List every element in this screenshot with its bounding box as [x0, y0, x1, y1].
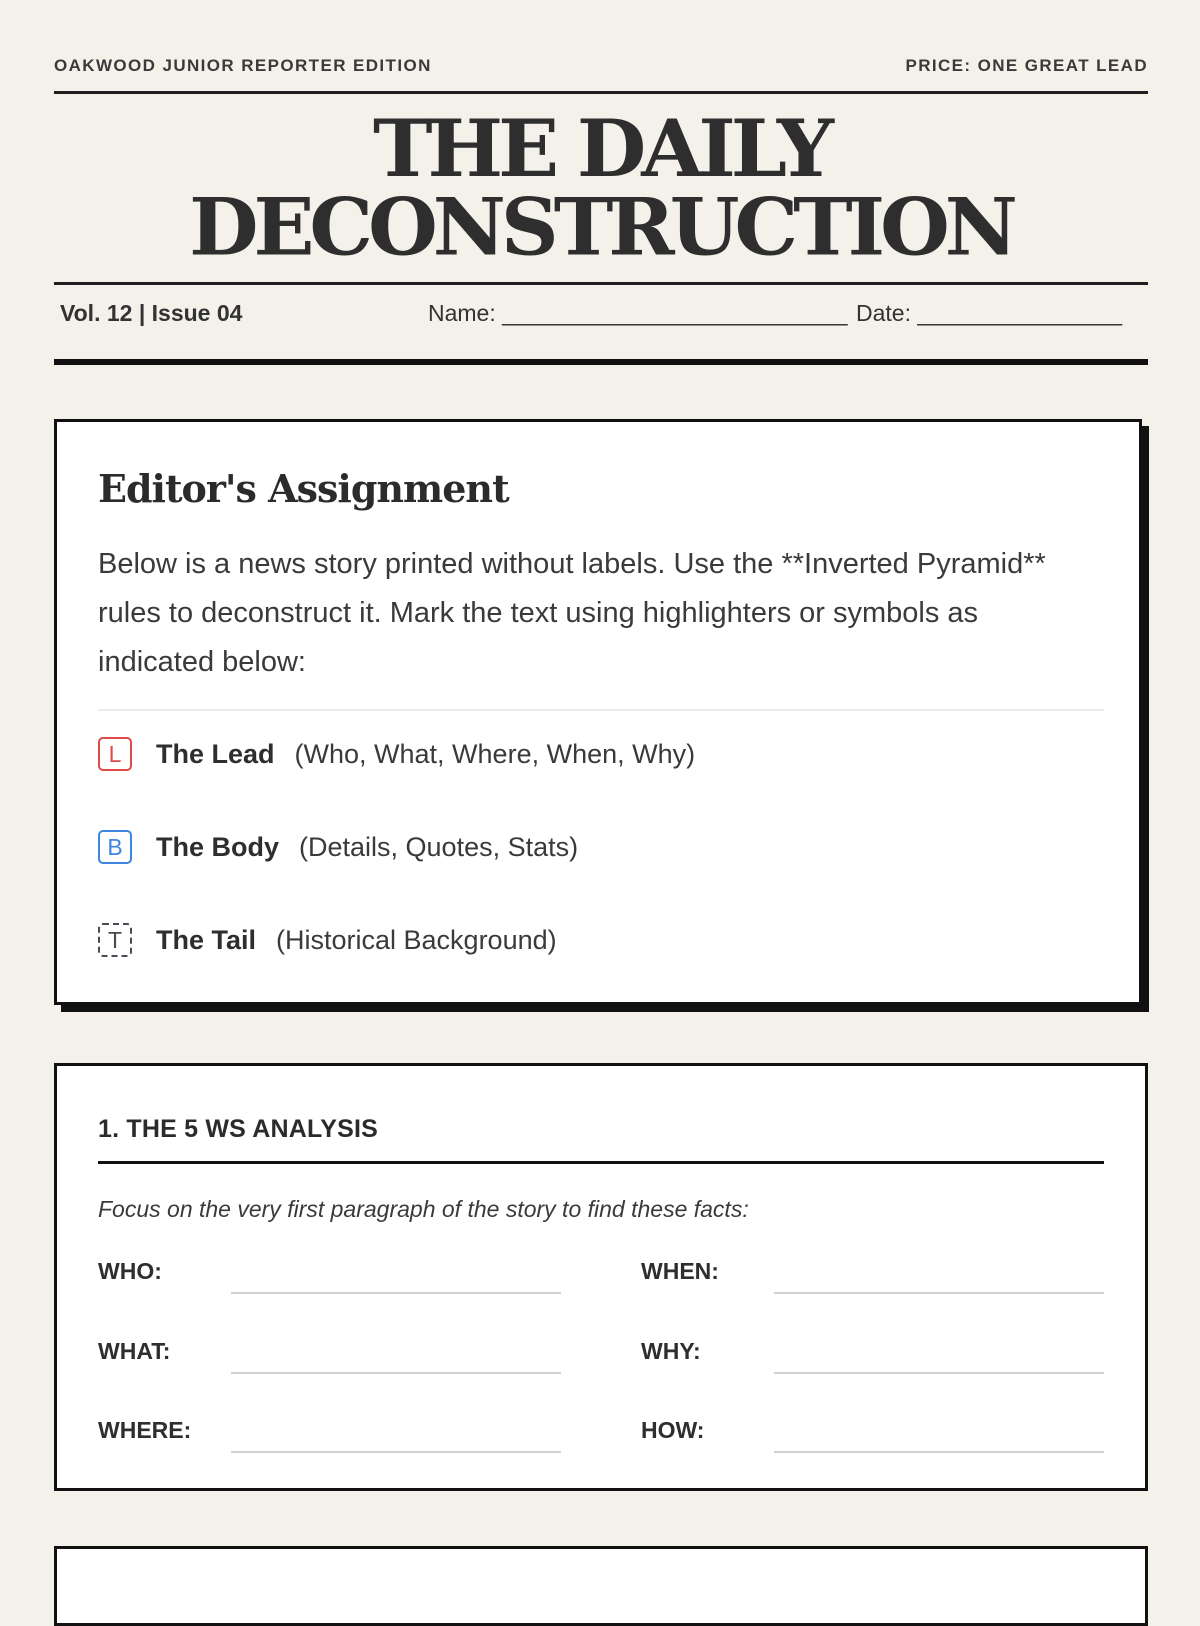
top-divider [54, 91, 1148, 94]
date-field[interactable]: Date: ________________ [856, 300, 1123, 326]
lead-marker-icon: L [98, 737, 132, 771]
how-field[interactable] [641, 1413, 1103, 1453]
answer-line[interactable] [231, 1372, 561, 1374]
assignment-title: Editor's Assignment [98, 466, 509, 511]
legend-description: (Details, Quotes, Stats) [299, 831, 579, 862]
legend-label: The Body [156, 831, 280, 862]
what-field[interactable] [98, 1334, 560, 1374]
answer-line[interactable] [774, 1292, 1104, 1294]
why-field[interactable] [641, 1334, 1103, 1374]
field-label: WHEN: [641, 1258, 719, 1284]
title-line-1: THE DAILY [372, 102, 830, 195]
legend-label: The Lead [156, 738, 275, 769]
answer-line[interactable] [774, 1372, 1104, 1374]
volume-issue: Vol. 12 | Issue 04 [60, 300, 243, 326]
who-field[interactable] [98, 1254, 560, 1294]
answer-line[interactable] [231, 1292, 561, 1294]
editors-assignment-box [54, 419, 1142, 1005]
newspaper-title [54, 102, 1148, 274]
next-section-box [54, 1546, 1148, 1626]
field-label: WHAT: [98, 1338, 171, 1364]
answer-line[interactable] [231, 1451, 561, 1453]
five-ws-analysis-box [54, 1063, 1148, 1491]
masthead-topbar [54, 56, 1148, 76]
title-line-2: DECONSTRUCTION [189, 181, 1013, 274]
field-label: WHY: [641, 1338, 701, 1364]
field-label: WHO: [98, 1258, 162, 1284]
legend-item-body [98, 827, 578, 867]
tail-marker-icon: T [98, 923, 132, 957]
legend-item-lead [98, 734, 695, 774]
field-label: HOW: [641, 1417, 705, 1443]
assignment-instructions: Below is a news story printed without labels. Use the **Inverted Pyramid** rules to deconstruct it. Mark the text using highlighters or symbols as indicated below: [98, 548, 1046, 678]
analysis-heading-rule [98, 1161, 1104, 1164]
legend-label: The Tail [156, 924, 257, 955]
masthead-divider [54, 282, 1148, 285]
legend-description: (Who, What, Where, When, Why) [294, 738, 696, 769]
answer-line[interactable] [774, 1451, 1104, 1453]
assignment-separator [98, 709, 1104, 711]
analysis-instructions: Focus on the very first paragraph of the story to find these facts: [98, 1196, 749, 1222]
where-field[interactable] [98, 1413, 560, 1453]
when-field[interactable] [641, 1254, 1103, 1294]
edition-label: OAKWOOD JUNIOR REPORTER EDITION [54, 56, 432, 75]
legend-description: (Historical Background) [276, 924, 557, 955]
field-label: WHERE: [98, 1417, 192, 1443]
price-label: PRICE: ONE GREAT LEAD [905, 56, 1148, 75]
legend-item-tail [98, 920, 557, 960]
analysis-heading: 1. THE 5 WS ANALYSIS [98, 1115, 378, 1143]
body-marker-icon: B [98, 830, 132, 864]
thick-divider [54, 359, 1148, 365]
name-field[interactable]: Name: ___________________________ [428, 300, 848, 326]
